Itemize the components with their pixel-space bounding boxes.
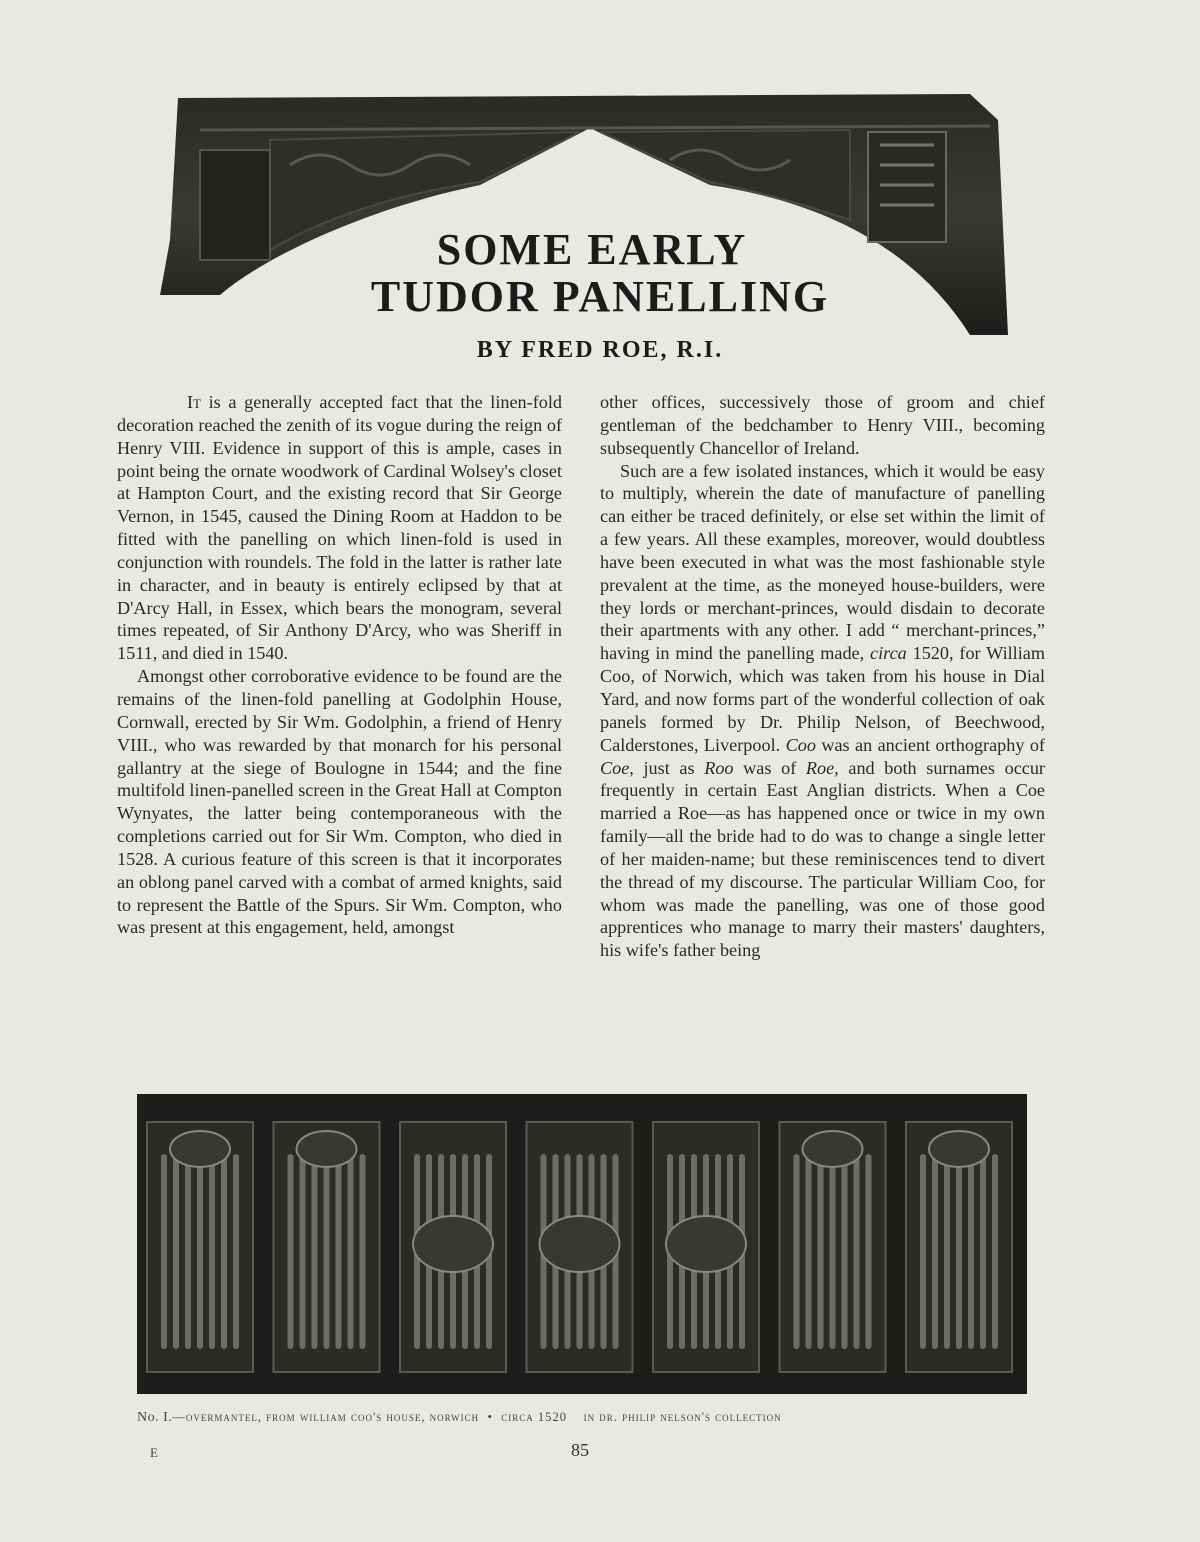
article-title-line-1: SOME EARLY [436, 225, 748, 274]
paragraph: other offices, successively those of groom and chief gentleman of the bedchamber to Henry VIII., becoming subsequently Chancellor of Ireland. [600, 392, 1045, 458]
article-title-line-2: TUDOR PANELLING [370, 272, 830, 321]
signature-mark: E [150, 1445, 158, 1460]
page-number: 85 [571, 1440, 589, 1460]
paragraph: Amongst other corroborative evidence to be found are the remains of the linen-fold panelling at Godolphin House, Cornwall, erected by Sir Wm. Godolphin, a friend of Henry VIII., who was rewarded by that monarch for his personal gallantry at the siege of Boulogne in 1544; and the fine multifold linen-panelled screen in the Great Hall at Compton Wynyates, the latter being contemporaneous with the completions carried out for Sir Wm. Compton, who died in 1528. A curious feature of this screen is that it incorporates an oblong panel carved with a combat of armed knights, said to represent the Battle of the Spurs. Sir Wm. Compton, who was present at this engagement, held, amongst [117, 666, 562, 938]
byline: BY FRED ROE, R.I. [476, 337, 724, 363]
right-column [600, 391, 1045, 962]
paragraph: It is a generally accepted fact that the linen-fold decoration reached the zenith of its vogue during the reign of Henry VIII. Evidence in support of this is ample, cases in point being the ornate woodwork of Cardinal Wolsey's closet at Hampton Court, and the existing record that Sir George Vernon, in 1545, caused the Dining Room at Haddon to be fitted with the panelling on which linen-fold is used in conjunction with roundels. The fold in the latter is rather late in character, and in beauty is entirely eclipsed by that at D'Arcy Hall, in Essex, which bears the monogram, several times repeated, of Sir Anthony D'Arcy, who was Sheriff in 1511, and died in 1540. [117, 392, 562, 664]
overmantel-photo [137, 1094, 1027, 1394]
left-column [117, 391, 562, 939]
figure-caption: No. I.—overmantel, from william coo's house, norwich • circa 1520 in dr. philip nelson's collection [137, 1410, 782, 1425]
drop-word: It [187, 392, 201, 412]
paragraph: Such are a few isolated instances, which it would be easy to multiply, wherein the date of manufacture of panelling can either be traced definitely, or else set within the limit of a few years. All these examples, moreover, would doubtless have been executed in what was the most fashionable style prevalent at the time, as the moneyed house-builders, were they lords or merchant-princes, would disdain to decorate their apartments with any other. I add “ merchant-princes,” having in mind the panelling made, circa 1520, for William Coo, of Norwich, which was taken from his house in Dial Yard, and now forms part of the wonderful collection of oak panels formed by Dr. Philip Nelson, of Beechwood, Calderstones, Liverpool. Coo was an ancient orthography of Coe, just as Roo was of Roe, and both surnames occur frequently in certain East Anglian districts. When a Coe married a Roe—as has happened once or twice in my own family—all the bride had to do was to change a single letter of her maiden-name; but these reminiscences tend to divert the thread of my discourse. The particular William Coo, for whom was made the panelling, was one of those good apprentices who manage to marry their masters' daughters, his wife's father being [600, 460, 1046, 961]
